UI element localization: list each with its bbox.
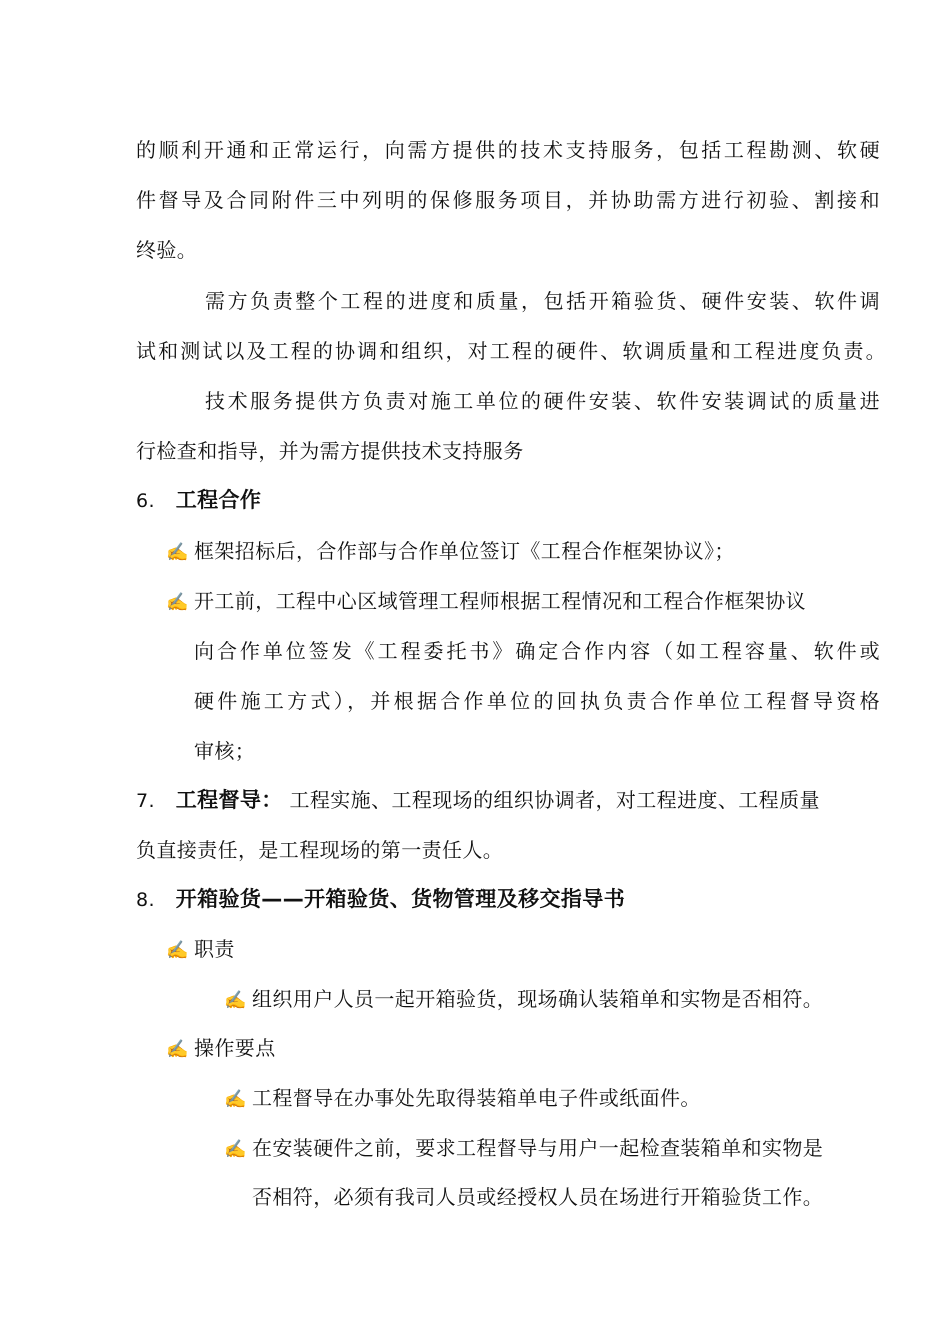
section-6-bullet-2-line-2: 向合作单位签发《工程委托书》确定合作内容（如工程容量、软件或	[194, 639, 880, 663]
ops-label-item	[166, 1034, 276, 1064]
bullet-text: 工程督导在办事处先取得装箱单电子件或纸面件。	[252, 1086, 701, 1110]
writing-hand-icon: ✍	[224, 1139, 247, 1160]
duty-label-item	[166, 935, 235, 965]
section-7-line-1	[136, 786, 880, 815]
writing-hand-icon: ✍	[166, 592, 189, 613]
section-6-number: 6.	[136, 490, 155, 512]
section-6-bullet-1	[166, 537, 735, 567]
paragraph-3-line-1: 技术服务提供方负责对施工单位的硬件安装、软件安装调试的质量进	[205, 389, 880, 413]
paragraph-2-line-2: 试和测试以及工程的协调和组织，对工程的硬件、软调质量和工程进度负责。	[136, 339, 886, 363]
ops-item-2-line-2: 否相符，必须有我司人员或经授权人员在场进行开箱验货工作。	[252, 1185, 824, 1209]
section-6-bullet-2	[166, 587, 806, 617]
section-8-title: 开箱验货——开箱验货、货物管理及移交指导书	[175, 887, 626, 911]
ops-label: 操作要点	[194, 1036, 276, 1060]
section-8-heading	[136, 885, 625, 914]
section-7-line-2: 负直接责任，是工程现场的第一责任人。	[136, 838, 504, 862]
section-6-title: 工程合作	[175, 488, 262, 512]
writing-hand-icon: ✍	[224, 990, 247, 1011]
bullet-text: 开工前，工程中心区域管理工程师根据工程情况和工程合作框架协议	[194, 589, 806, 613]
paragraph-1-line-3: 终验。	[136, 238, 198, 262]
ops-item-1	[224, 1084, 701, 1114]
paragraph-2-line-1: 需方负责整个工程的进度和质量，包括开箱验货、硬件安装、软件调	[205, 289, 880, 313]
paragraph-1-line-2: 件督导及合同附件三中列明的保修服务项目，并协助需方进行初验、割接和	[136, 188, 880, 212]
paragraph-1-line-1: 的顺利开通和正常运行，向需方提供的技术支持服务，包括工程勘测、软硬	[136, 138, 880, 162]
ops-item-2	[224, 1134, 823, 1164]
duty-item-1	[224, 985, 823, 1015]
writing-hand-icon: ✍	[224, 1089, 247, 1110]
section-6-bullet-2-line-3: 硬件施工方式），并根据合作单位的回执负责合作单位工程督导资格	[194, 689, 880, 713]
section-6-bullet-2-line-4: 审核；	[194, 739, 256, 763]
bullet-text: 在安装硬件之前，要求工程督导与用户一起检查装箱单和实物是	[252, 1136, 824, 1160]
paragraph-3-line-2: 行检查和指导，并为需方提供技术支持服务	[136, 439, 524, 463]
writing-hand-icon: ✍	[166, 1039, 189, 1060]
section-8-number: 8.	[136, 889, 155, 911]
writing-hand-icon: ✍	[166, 940, 189, 961]
duty-label: 职责	[194, 937, 235, 961]
section-6-heading	[136, 486, 261, 515]
writing-hand-icon: ✍	[166, 542, 189, 563]
bullet-text: 框架招标后，合作部与合作单位签订《工程合作框架协议》；	[194, 539, 735, 563]
section-7-text: 工程实施、工程现场的组织协调者，对工程进度、工程质量	[289, 788, 820, 812]
section-7-title: 工程督导：	[175, 788, 283, 812]
bullet-text: 组织用户人员一起开箱验货，现场确认装箱单和实物是否相符。	[252, 987, 824, 1011]
section-7-number: 7.	[136, 790, 155, 812]
